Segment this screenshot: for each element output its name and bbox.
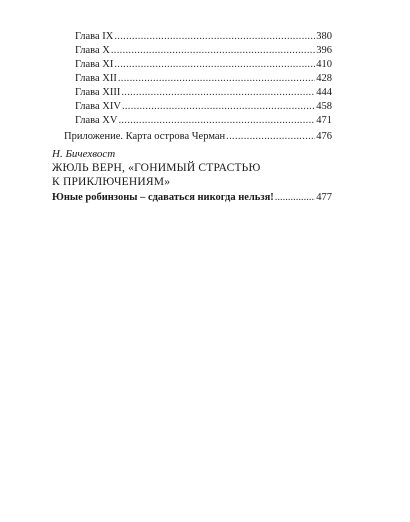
toc-entry-chapter-11 bbox=[75, 58, 332, 71]
dot-leader bbox=[122, 100, 315, 113]
toc-entry-chapter-12 bbox=[75, 72, 332, 85]
toc-entry-page: 428 bbox=[316, 73, 332, 84]
toc-entry-page: 410 bbox=[316, 59, 332, 70]
toc-entry-essay bbox=[52, 191, 332, 204]
toc-entry-page: 458 bbox=[316, 101, 332, 112]
toc-entry-page: 477 bbox=[316, 192, 332, 203]
toc-entry-label: Юные робинзоны – сдаваться никогда нельзя! bbox=[52, 192, 274, 203]
essay-author: Н. Бичехвост bbox=[52, 148, 116, 160]
dot-leader bbox=[111, 44, 315, 57]
essay-title-line-2: К ПРИКЛЮЧЕНИЯМ» bbox=[52, 176, 171, 188]
dot-leader bbox=[114, 30, 315, 43]
toc-entry-label: Глава XV bbox=[75, 115, 118, 126]
essay-title-line-1: ЖЮЛЬ ВЕРН, «ГОНИМЫЙ СТРАСТЬЮ bbox=[52, 162, 261, 174]
toc-entry-chapter-13 bbox=[75, 86, 332, 99]
toc-entry-appendix bbox=[64, 130, 332, 143]
dot-leader bbox=[226, 130, 315, 143]
toc-entry-chapter-10 bbox=[75, 44, 332, 57]
toc-entry-chapter-14 bbox=[75, 100, 332, 113]
dot-leader bbox=[121, 86, 315, 99]
toc-entry-label: Глава XI bbox=[75, 59, 114, 70]
toc-entry-chapter-15 bbox=[75, 114, 332, 127]
toc-entry-label: Глава XIV bbox=[75, 101, 121, 112]
toc-entry-page: 476 bbox=[316, 131, 332, 142]
dot-leader bbox=[275, 191, 316, 204]
toc-entry-label: Глава X bbox=[75, 45, 110, 56]
toc-entry-label: Приложение. Карта острова Черман bbox=[64, 131, 226, 142]
toc-entry-page: 444 bbox=[316, 87, 332, 98]
toc-entry-page: 396 bbox=[316, 45, 332, 56]
toc-entry-label: Глава XIII bbox=[75, 87, 121, 98]
dot-leader bbox=[118, 72, 315, 85]
dot-leader bbox=[114, 58, 315, 71]
dot-leader bbox=[118, 114, 315, 127]
toc-entry-page: 471 bbox=[316, 115, 332, 126]
toc-entry-label: Глава IX bbox=[75, 31, 114, 42]
toc-entry-page: 380 bbox=[316, 31, 332, 42]
toc-entry-label: Глава XII bbox=[75, 73, 117, 84]
toc-entry-chapter-9 bbox=[75, 30, 332, 43]
